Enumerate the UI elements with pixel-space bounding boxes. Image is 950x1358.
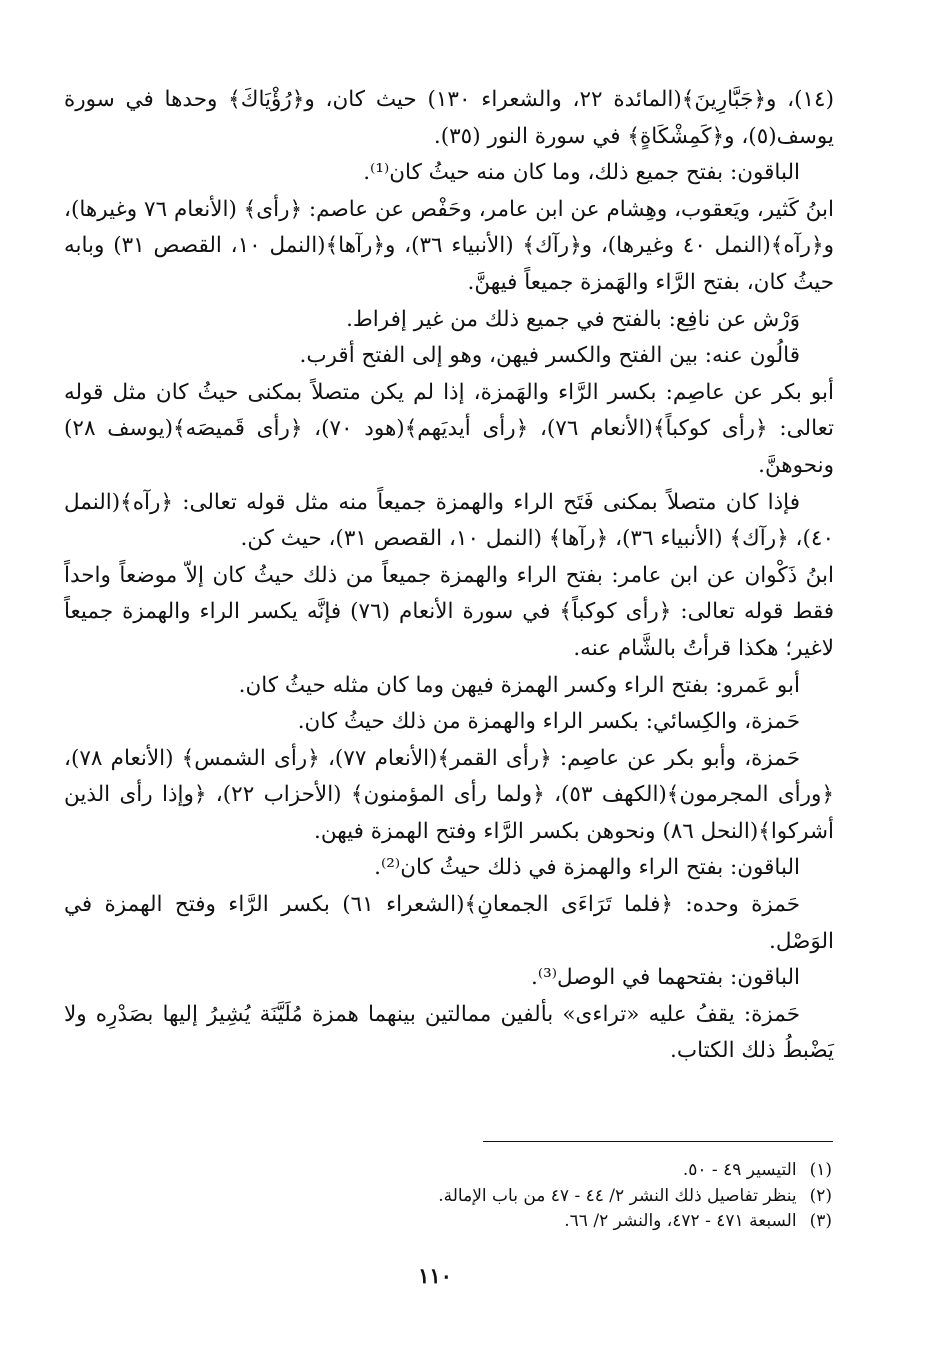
paragraph-11: حَمزة، وأبو بكر عن عاصِم: ﴿رأى القمر﴾(الأنعام ٧٧)، ﴿رأى الشمس﴾ (الأنعام ٧٨)، ﴿ورأى المجرمون﴾(الكهف ٥٣)، ﴿ولما رأى المؤمنون﴾ (الأحزاب ٢٢)، ﴿وإذا رأى الذين أشركوا﴾(النحل ٨٦) ونحوهن بكسر الرَّاء وفتح الهمزة فيهن.: [64, 745, 834, 844]
paragraph-3: ابنُ كَثير، ويَعقوب، وهِشام عن ابن عامر، وحَفْص عن عاصم: ﴿رأى﴾ (الأنعام ٧٦ وغيرها)، و﴿رآه﴾(النمل ٤٠ وغيرها)، و﴿رآك﴾ (الأنبياء ٣٦)، و﴿رآها﴾(النمل ١٠، القصص ٣١) وبابه حيثُ كان، بفتح الرَّاء والهَمزة جميعاً فيهنَّ.: [64, 196, 834, 295]
footnote-number: (٢): [809, 1185, 832, 1206]
paragraph-15: حَمزة: يقفُ عليه «تراءى» بألفين ممالتين بينهما همزة مُلَيَّنَة يُشِيرُ إليها بصَدْرِه ولا يَضْبطُ ذلك الكتاب.: [64, 1001, 834, 1064]
paragraph-6: أبو بكر عن عاصِم: بكسر الرَّاء والهَمزة، إذا لم يكن متصلاً بمكنى حيثُ كان مثل قوله تعالى: ﴿رأى كوكباً﴾(الأنعام ٧٦)، ﴿رأى أيديَهم﴾(هود ٧٠)، ﴿رأى قَميصَه﴾(يوسف ٢٨) ونحوهنَّ.: [64, 379, 834, 478]
footnotes: [140, 1158, 832, 1235]
footnote-3: [140, 1209, 832, 1235]
paragraph-9: أبو عَمرو: بفتح الراء وكسر الهمزة فيهن وما كان مثله حيثُ كان.: [238, 672, 800, 698]
paragraph-13: حَمزة وحده: ﴿فلما تَرَاءَى الجمعانِ﴾(الشعراء ٦١) بكسر الرَّاء وفتح الهمزة في الوَصْل.: [64, 892, 834, 954]
footnote-text: ينظر تفاصيل ذلك النشر ٢/ ٤٤ - ٤٧ من باب الإمالة.: [438, 1185, 797, 1206]
paragraph-14: الباقون: بفتحهما في الوصل⁽³⁾.: [531, 965, 800, 991]
main-text: [64, 82, 834, 1070]
paragraph-5: قالُون عنه: بين الفتح والكسر فيهن، وهو إلى الفتح أقرب.: [299, 343, 800, 369]
paragraph-10: حَمزة، والكِسائي: بكسر الراء والهمزة من ذلك حيثُ كان.: [297, 709, 800, 735]
footnote-number: (١): [809, 1160, 832, 1180]
paragraph-7: فإذا كان متصلاً بمكنى فَتَح الراء والهمزة جميعاً منه مثل قوله تعالى: ﴿رآه﴾(النمل ٤٠)، ﴿رآك﴾ (الأنبياء ٣٦)، ﴿رآها﴾ (النمل ١٠، القصص ٣١)، حيث كن.: [64, 489, 834, 552]
footnote-text: التيسير ٤٩ - ٥٠.: [682, 1160, 797, 1180]
paragraph-2: الباقون: بفتح جميع ذلك، وما كان منه حيثُ كان⁽¹⁾.: [363, 160, 800, 186]
paragraph-8: ابنُ ذَكْوان عن ابن عامر: بفتح الراء والهمزة جميعاً من ذلك حيثُ كان إلاّ موضعاً واحداً فقط قوله تعالى: ﴿رأى كوكباً﴾ في سورة الأنعام (٧٦) فإنَّه يكسر الراء والهمزة جميعاً لاغير؛ هكذا قرأتُ بالشَّام عنه.: [64, 562, 835, 661]
footnote-text: السبعة ٤٧١ - ٤٧٢، والنشر ٢/ ٦٦.: [564, 1211, 797, 1231]
paragraph-1: (١٤)، و﴿جَبَّارِينَ﴾(المائدة ٢٢، والشعراء ١٣٠) حيث كان، و﴿رُؤْيَاكَ﴾ وحدها في سورة يوسف(٥)، و﴿كَمِشْكَاةٍ﴾ في سورة النور (٣٥).: [64, 87, 834, 149]
footnote-divider: [483, 1141, 833, 1142]
page-number: ١١٠: [418, 1263, 452, 1288]
footnote-1: [140, 1158, 832, 1184]
paragraph-4: وَرْش عن نافِع: بالفتح في جميع ذلك من غير إفراط.: [346, 306, 800, 332]
footnote-number: (٣): [809, 1211, 832, 1231]
footnote-2: [140, 1184, 832, 1210]
paragraph-12: الباقون: بفتح الراء والهمزة في ذلك حيثُ كان⁽²⁾.: [374, 855, 800, 881]
